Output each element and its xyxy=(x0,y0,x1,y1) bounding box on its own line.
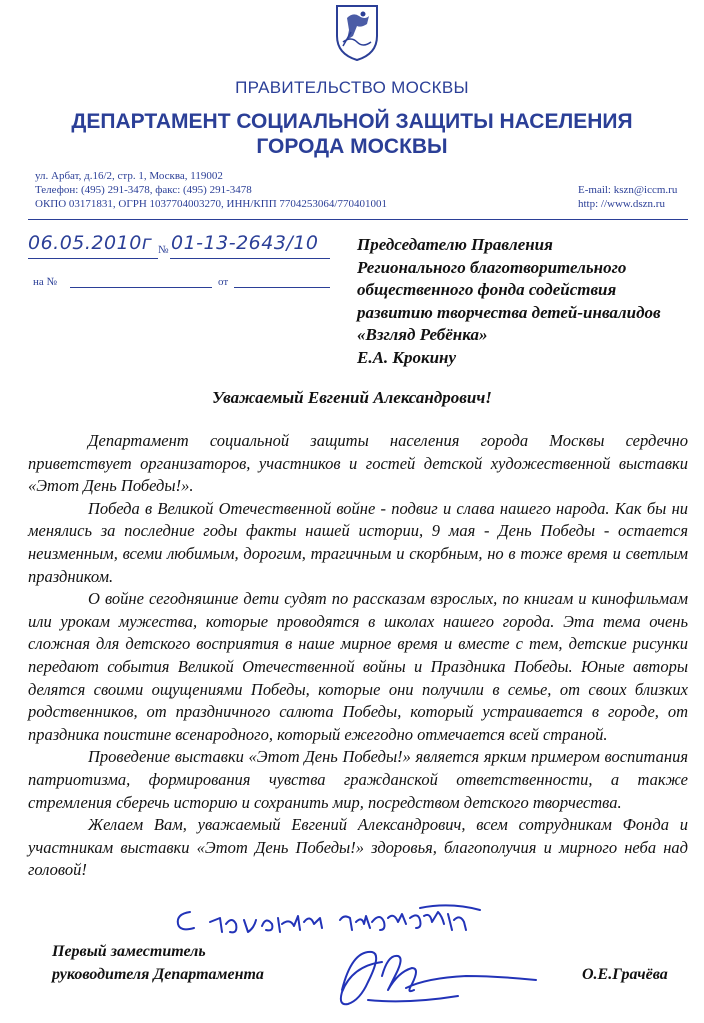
email-address: E-mail: kszn@iccm.ru xyxy=(578,184,678,196)
reference-number-underline xyxy=(70,287,212,288)
number-underline xyxy=(170,258,330,259)
body-paragraph: Победа в Великой Отечественной войне - подвиг и слава нашего народа. Как бы ни менялись за последние годы факты нашей истории, 9 мая - День Победы - остается неизменным, всеми любимым, дорогим, трагичным и скорбным, но в тоже время и светлым праздником. xyxy=(28,498,688,586)
recipient-line: Председателю Правления xyxy=(357,235,553,254)
letter-body xyxy=(28,430,688,882)
signer-position-line2: руководителя Департамента xyxy=(52,966,264,983)
body-paragraph: Желаем Вам, уважаемый Евгений Александрович, всем сотрудникам Фонда и участникам выставки «Этот День Победы!» здоровья, благополучия и мирного неба над головой! xyxy=(28,815,688,880)
registry-codes: ОКПО 03171831, ОГРН 1037704003270, ИНН/КПП 7704253064/770401001 xyxy=(35,198,387,210)
recipient-line: развитию творчества детей-инвалидов xyxy=(357,302,661,322)
recipient-line: Е.А. Крокину xyxy=(357,347,457,367)
letterhead-divider xyxy=(28,219,688,220)
signer-position-line1: Первый заместитель xyxy=(52,943,206,960)
government-name: ПРАВИТЕЛЬСТВО МОСКВЫ xyxy=(235,78,469,97)
registration-number: 01-13-2643/10 xyxy=(171,232,319,254)
recipient-line: «Взгляд Ребёнка» xyxy=(357,325,488,344)
reference-date-underline xyxy=(234,287,330,288)
address: ул. Арбат, д.16/2, стр. 1, Москва, 119002 xyxy=(35,170,223,182)
registration-number-prefix: № xyxy=(158,244,169,256)
registration-date: 06.05.2010г xyxy=(28,232,153,254)
department-name-line1: ДЕПАРТАМЕНТ СОЦИАЛЬНОЙ ЗАЩИТЫ НАСЕЛЕНИЯ xyxy=(71,110,633,133)
recipient-line: общественного фонда содействия xyxy=(357,280,617,299)
reference-date-label: от xyxy=(218,276,229,288)
body-paragraph: О войне сегодняшние дети судят по рассказам взрослых, по книгам и кинофильмам или урокам мужества, которые проводятся в школах нашего города. Эта тема очень сложная для детского восприятия в наше мирное время и вместе с тем, детские рисунки передают события Великой Отечественной войны и Праздника Победы. Юные авторы делятся своими ощущениями Победы, которые они получили в семье, от своих близких родственников, от праздничного салюта Победы, который устраивается в городе, от праздника поистине всенародного, который ежегодно отмечается всей страной. xyxy=(28,589,688,744)
body-paragraph: Департамент социальной защиты населения города Москвы сердечно приветствует организаторов, участников и гостей детской художественной выставки «Этот День Победы!». xyxy=(28,431,688,496)
reference-number-label: на № xyxy=(33,276,58,288)
phone-fax: Телефон: (495) 291-3478, факс: (495) 291-3478 xyxy=(35,184,252,196)
date-underline xyxy=(28,258,158,259)
website: http: //www.dszn.ru xyxy=(578,198,665,210)
body-paragraph: Проведение выставки «Этот День Победы!» является ярким примером воспитания патриотизма, формирования чувства гражданской ответственности, а также стремления сберечь историю и сохранить мир, посредством детского творчества. xyxy=(28,747,688,812)
recipient-block xyxy=(357,234,661,369)
signer-name: О.Е.Грачёва xyxy=(582,966,668,983)
department-name-line2: ГОРОДА МОСКВЫ xyxy=(256,135,448,158)
salutation: Уважаемый Евгений Александрович! xyxy=(212,388,492,407)
recipient-line: Регионального благотворительного xyxy=(357,257,627,277)
handwritten-signature xyxy=(170,900,610,1020)
moscow-coat-of-arms-icon xyxy=(333,2,381,62)
